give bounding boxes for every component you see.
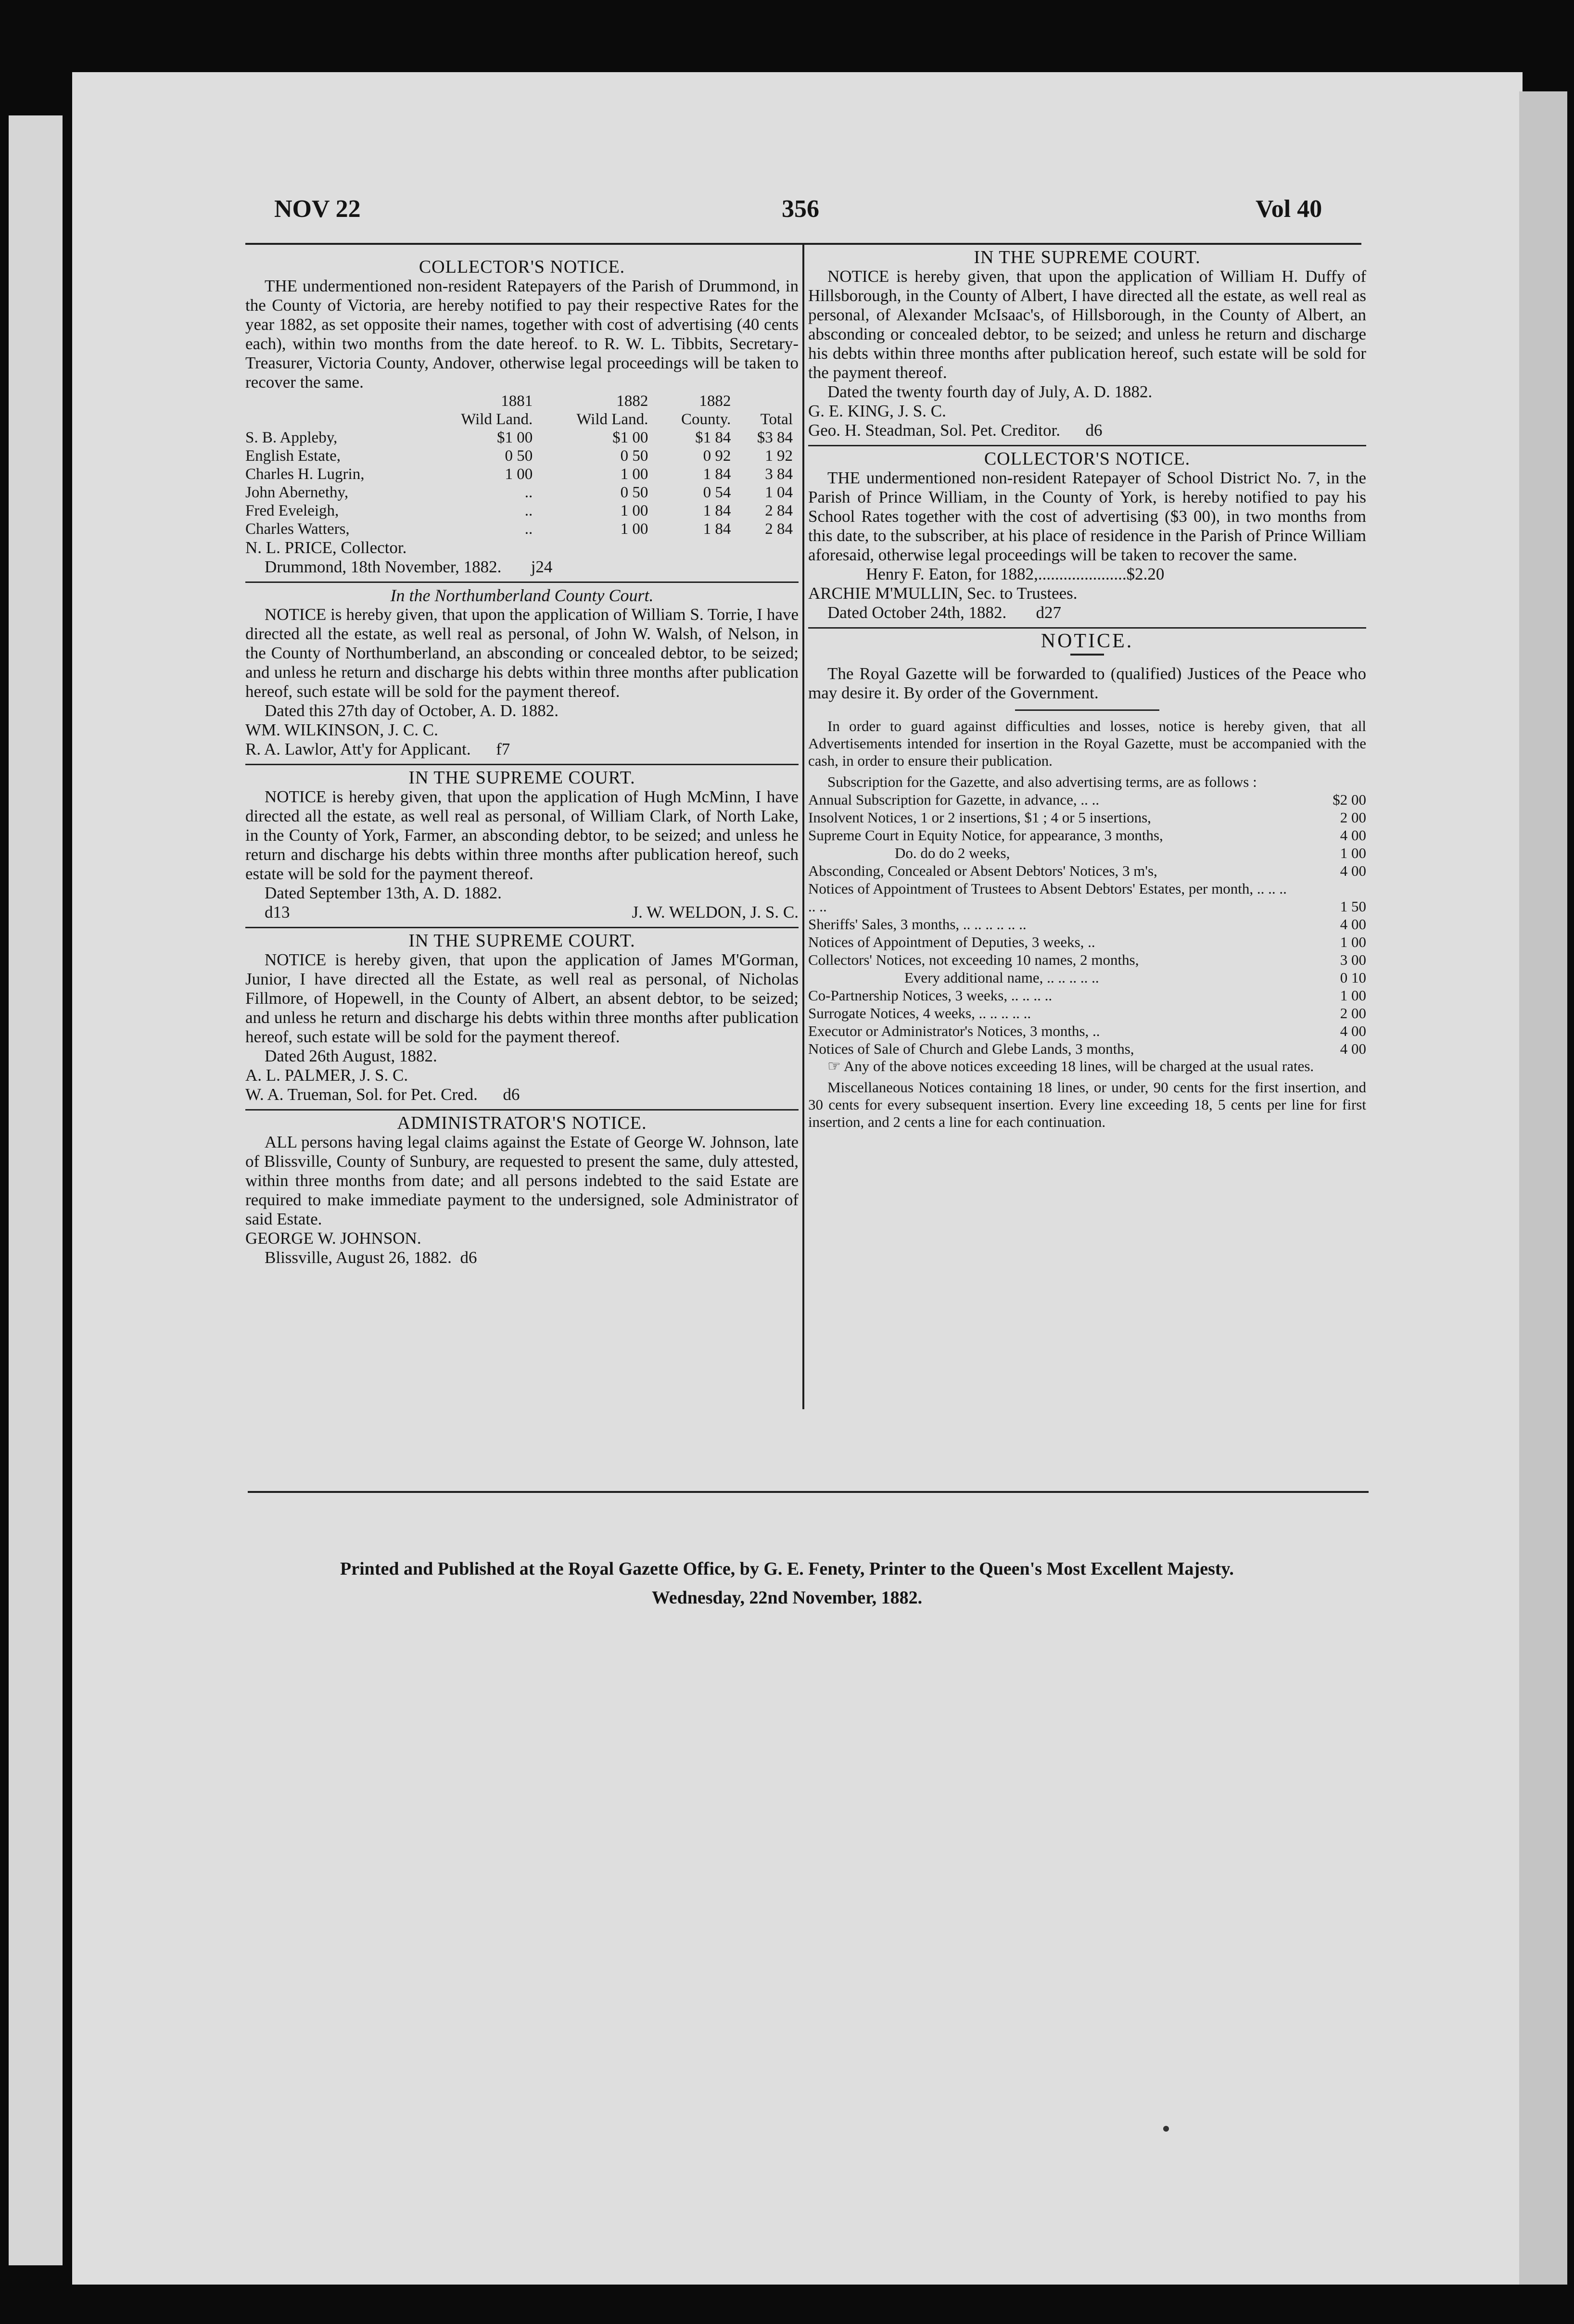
supreme-court-body: NOTICE is hereby given, that upon the application of James M'Gorman, Junior, I have directed all the Estate, as well real as personal, of Nicholas Fillmore, of Hopewell, in the County of Albert, an absent debtor, to be seized; and unless he return and discharge his debts within three months after publication hereof, such estate will be sold for the payment thereof.	[245, 950, 799, 1046]
county-court-body: NOTICE is hereby given, that upon the application of William S. Torrie, I have directed all the estate, as well real as personal, of John W. Walsh, of Nelson, in the County of Northumberland, an absconding or concealed debtor, to be seized; and unless he return and discharge his debts within three months after publication hereof, such estate will be sold for the payment thereof.	[245, 605, 799, 701]
section-divider	[245, 581, 799, 583]
table-row: Notices of Appointment of Deputies, 3 weeks, .. 1 00	[808, 934, 1366, 950]
column-divider	[802, 243, 804, 1409]
table-row: John Abernethy, .. 0 50 0 54 1 04	[245, 484, 793, 501]
collector-notice-title: COLLECTOR'S NOTICE.	[984, 449, 1191, 469]
right-column	[808, 248, 1366, 1131]
header-page-number: 356	[782, 195, 819, 223]
administrator-notice-title: ADMINISTRATOR'S NOTICE.	[397, 1113, 647, 1133]
administrator-dateline: Blissville, August 26, 1882. d6	[265, 1248, 477, 1267]
collector-entry: Henry F. Eaton, for 1882,.....................$2.20	[866, 565, 1165, 583]
supreme-court-dated: Dated September 13th, A. D. 1882.	[265, 884, 502, 902]
section-divider	[245, 1109, 799, 1111]
section-divider	[808, 445, 1366, 446]
left-binding-strip	[9, 115, 63, 2265]
title-underline	[1070, 654, 1104, 656]
fee-table	[808, 791, 1366, 1058]
table-row: Executor or Administrator's Notices, 3 months, .. 4 00	[808, 1023, 1366, 1039]
supreme-court-title: IN THE SUPREME COURT.	[974, 247, 1201, 267]
collector-notice-body: THE undermentioned non-resident Ratepayer of School District No. 7, in the Parish of Prince William, in the County of York, is hereby notified to pay his School Rates together with the cost of advertising ($3 00), in two months from this date, to the subscriber, at his place of residence in the Parish of Prince William aforesaid, otherwise legal proceedings will be taken to recover the same.	[808, 468, 1366, 564]
table-row: Absconding, Concealed or Absent Debtors' Notices, 3 m's, 4 00	[808, 862, 1366, 879]
insertion-code: d6	[1085, 421, 1103, 440]
administrator-signer: GEORGE W. JOHNSON.	[245, 1229, 421, 1248]
supreme-court-body: NOTICE is hereby given, that upon the application of William H. Duffy of Hillsborough, in the County of Albert, I have directed all the estate, as well real as personal, of Alexander McIsaac's, of Hillsborough, in the County of Albert, an absconding or concealed debtor, to be seized; and unless he return and discharge his debts within three months after publication hereof, such estate will be sold for the payment thereof.	[808, 267, 1366, 382]
surcharge-note: ☞ Any of the above notices exceeding 18 lines, will be charged at the usual rates.	[827, 1058, 1314, 1074]
table-row: Co-Partnership Notices, 3 weeks, .. .. .. .. 1 00	[808, 987, 1366, 1004]
table-row: Notices of Appointment of Trustees to Absent Debtors' Estates, per month, .. .. .. .. .. 1 50	[808, 880, 1366, 915]
insertion-code: d6	[503, 1085, 520, 1104]
ratepayer-table	[245, 392, 799, 538]
table-row: Do. do do 2 weeks, 1 00	[895, 845, 1366, 861]
insertion-code: f7	[496, 740, 510, 758]
header-volume: Vol 40	[1256, 195, 1322, 223]
supreme-court-signoff: d13 J. W. WELDON, J. S. C.	[265, 903, 799, 922]
insertion-code: j24	[531, 557, 553, 576]
collector-dateline: Drummond, 18th November, 1882. j24	[265, 557, 553, 576]
ratepayer-table-header: Wild Land. Wild Land. County. Total	[461, 411, 793, 428]
collector-notice-body: THE undermentioned non-resident Ratepayers of the Parish of Drummond, in the County of Victoria, are hereby notified to pay their respective Rates for the year 1882, as set opposite their names, together with cost of advertising (40 cents each), within two months from the date hereof. to R. W. L. Tibbits, Secretary-Treasurer, Victoria County, Andover, otherwise legal proceedings will be taken to recover the same.	[245, 277, 799, 392]
collector-signer: ARCHIE M'MULLIN, Sec. to Trustees.	[808, 584, 1078, 603]
terms-intro: Subscription for the Gazette, and also advertising terms, are as follows :	[827, 773, 1257, 790]
table-row: Charles Watters, .. 1 00 1 84 2 84	[245, 520, 793, 538]
ratepayer-table-years: 1881 1882 1882	[501, 392, 731, 410]
table-row: Every additional name, .. .. .. .. .. 0 10	[904, 969, 1366, 986]
county-court-title: In the Northumberland County Court.	[390, 586, 654, 605]
notice-title: NOTICE.	[1041, 630, 1134, 652]
miscellaneous-rates: Miscellaneous Notices containing 18 lines, or under, 90 cents for the first insertion, and 30 cents for every subsequent insertion. Every line exceeding 18, 5 cents per line for first insertion, and 2 cents a line for each continuation.	[808, 1079, 1366, 1130]
supreme-court-dated: Dated the twenty fourth day of July, A. D. 1882.	[827, 382, 1153, 401]
table-row: Annual Subscription for Gazette, in advance, .. .. $2 00	[808, 791, 1366, 808]
table-row: Fred Eveleigh, .. 1 00 1 84 2 84	[245, 502, 793, 519]
supreme-court-body: NOTICE is hereby given, that upon the application of Hugh McMinn, I have directed all the estate, as well real as personal, of William Clark, of North Lake, in the County of York, Farmer, an absconding debtor, to be seized; and unless he return and discharge his debts within three months after publication hereof, such estate will be sold for the payment thereof.	[245, 787, 799, 883]
county-court-judge: WM. WILKINSON, J. C. C.	[245, 720, 438, 739]
supreme-court-solicitor: W. A. Trueman, Sol. for Pet. Cred. d6	[245, 1085, 520, 1104]
table-row: Notices of Sale of Church and Glebe Lands, 3 months, 4 00	[808, 1040, 1366, 1057]
advance-payment-notice: In order to guard against difficulties and losses, notice is hereby given, that all Advertisements intended for insertion in the Royal Gazette, must be accompanied with the cash, in order to ensure their publication.	[808, 718, 1366, 769]
collector-notice-title: COLLECTOR'S NOTICE.	[419, 257, 625, 277]
supreme-court-judge: G. E. KING, J. S. C.	[808, 402, 946, 420]
table-row: Surrogate Notices, 4 weeks, .. .. .. .. .. 2 00	[808, 1005, 1366, 1022]
table-row: Insolvent Notices, 1 or 2 insertions, $1 ; 4 or 5 insertions, 2 00	[808, 809, 1366, 826]
insertion-code: d27	[1036, 603, 1062, 622]
section-divider	[808, 627, 1366, 629]
imprint-line: Printed and Published at the Royal Gazette Office, by G. E. Fenety, Printer to the Queen's Most Excellent Majesty.	[340, 1559, 1234, 1579]
supreme-court-solicitor: Geo. H. Steadman, Sol. Pet. Creditor. d6	[808, 421, 1103, 440]
imprint-date: Wednesday, 22nd November, 1882.	[651, 1588, 923, 1608]
gazette-notice-body: The Royal Gazette will be forwarded to (qualified) Justices of the Peace who may desire it. By order of the Government.	[808, 664, 1366, 702]
supreme-court-title: IN THE SUPREME COURT.	[408, 931, 635, 951]
supreme-court-title: IN THE SUPREME COURT.	[408, 768, 635, 788]
short-divider	[1015, 709, 1159, 711]
pointing-hand-icon: ☞	[827, 1058, 841, 1074]
insertion-code: d6	[460, 1248, 477, 1267]
table-row: S. B. Appleby, $1 00 $1 00 $1 84 $3 84	[245, 429, 793, 446]
table-row: Collectors' Notices, not exceeding 10 names, 2 months, 3 00	[808, 951, 1366, 968]
section-divider	[245, 764, 799, 765]
footer-rule	[248, 1491, 1369, 1493]
ink-speck	[1163, 2126, 1169, 2132]
table-row: Sheriffs' Sales, 3 months, .. .. .. .. .. .. 4 00	[808, 916, 1366, 933]
table-row: English Estate, 0 50 0 50 0 92 1 92	[245, 447, 793, 465]
administrator-notice-body: ALL persons having legal claims against the Estate of George W. Johnson, late of Blissville, County of Sunbury, are requested to present the same, duly attested, within three months from date; and all persons indebted to the said Estate are required to make immediate payment to the undersigned, sole Administrator of said Estate.	[245, 1133, 799, 1228]
header-date: NOV 22	[274, 195, 361, 223]
county-court-attorney: R. A. Lawlor, Att'y for Applicant. f7	[245, 740, 510, 758]
table-row: Charles H. Lugrin, 1 00 1 00 1 84 3 84	[245, 466, 793, 483]
insertion-code: d13	[265, 903, 290, 922]
collector-signer: N. L. PRICE, Collector.	[245, 538, 407, 557]
section-divider	[245, 927, 799, 928]
table-row: Supreme Court in Equity Notice, for appearance, 3 months, 4 00	[808, 827, 1366, 844]
supreme-court-dated: Dated 26th August, 1882.	[265, 1047, 437, 1065]
county-court-dated: Dated this 27th day of October, A. D. 1882.	[265, 701, 559, 720]
collector-dateline: Dated October 24th, 1882. d27	[827, 603, 1062, 622]
left-column	[245, 257, 799, 1267]
right-binding-strip	[1519, 91, 1567, 2285]
supreme-court-judge: A. L. PALMER, J. S. C.	[245, 1066, 408, 1085]
